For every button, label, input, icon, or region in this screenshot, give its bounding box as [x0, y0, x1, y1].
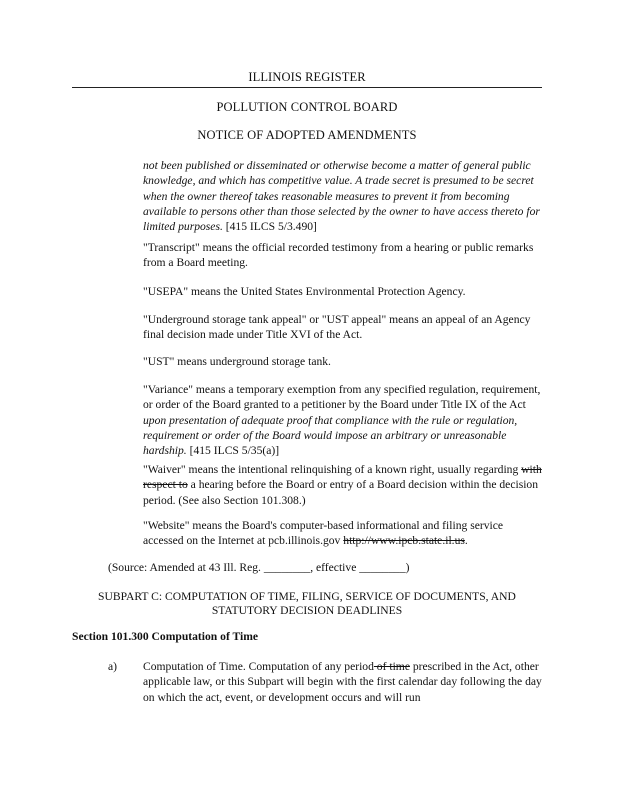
- subpart-heading-line1: SUBPART C: COMPUTATION OF TIME, FILING, SERVICE OF DOCUMENTS, AND: [98, 590, 516, 603]
- variance-italic-text: upon presentation of adequate proof that compliance with the rule or regulation, requirement or order of the Board would impose an arbitrary or unreasonable hardship.: [143, 413, 518, 458]
- waiver-text-start: "Waiver" means the intentional relinquishing of a known right, usually regarding: [143, 463, 522, 476]
- variance-text: "Variance" means a temporary exemption from any specified regulation, requirement, or order of the Board granted to a petitioner by the Board under Title IX of the Act: [143, 383, 541, 412]
- source-note: (Source: Amended at 43 Ill. Reg. ________, effective ________): [108, 561, 410, 574]
- section-heading: Section 101.300 Computation of Time: [72, 630, 259, 643]
- usepa-definition: "USEPA" means the United States Environmental Protection Agency.: [143, 285, 466, 298]
- website-definition: [143, 518, 543, 549]
- notice-header: NOTICE OF ADOPTED AMENDMENTS: [197, 128, 417, 142]
- subpart-heading: [72, 590, 542, 618]
- ust-appeal-definition: "Underground storage tank appeal" or "UST appeal" means an appeal of an Agency final decision made under Title XVI of the Act.: [143, 313, 531, 342]
- transcript-definition: "Transcript" means the official recorded testimony from a hearing or public remarks from a Board meeting.: [143, 241, 534, 270]
- item-a-label: a): [108, 660, 118, 673]
- website-text: "Website" means the Board's computer-based informational and filing service accessed on the Internet at pcb.illinois.gov: [143, 519, 504, 548]
- website-text-end: .: [464, 534, 468, 548]
- trade-secret-citation: [415 ILCS 5/3.490]: [222, 220, 317, 234]
- item-a-text-end: prescribed in the Act, other applicable law, or this Subpart will begin with the first calendar day following the day on which the act, event, or development occurs and will run: [143, 660, 542, 704]
- variance-definition: [143, 382, 543, 458]
- waiver-text-end: a hearing before the Board or entry of a Board decision within the decision period. (See also Section 101.308.): [143, 478, 539, 507]
- item-a-text-start: Computation of Time. Computation of any period: [143, 660, 374, 673]
- item-a-struck-text: of time: [373, 660, 410, 673]
- trade-secret-text: not been published or disseminated or otherwise become a matter of general public knowledge, and which has competitive value. A trade secret is presumed to be secret when the owner thereof takes reasonable measures to prevent it from becoming available to persons other than those selected by the owner to have access thereto for limited purposes.: [143, 159, 540, 234]
- board-header: POLLUTION CONTROL BOARD: [216, 100, 398, 114]
- trade-secret-paragraph: [143, 158, 543, 234]
- waiver-definition: [143, 462, 543, 508]
- register-header: ILLINOIS REGISTER: [72, 70, 542, 88]
- item-a-text: [143, 659, 543, 705]
- subpart-heading-line2: STATUTORY DECISION DEADLINES: [211, 604, 403, 617]
- ust-definition: "UST" means underground storage tank.: [143, 355, 331, 368]
- variance-citation: [415 ILCS 5/35(a)]: [186, 444, 280, 458]
- website-struck-url: http://www.ipcb.state.il.us: [343, 534, 465, 548]
- waiver-struck-text: with respect to: [143, 463, 542, 492]
